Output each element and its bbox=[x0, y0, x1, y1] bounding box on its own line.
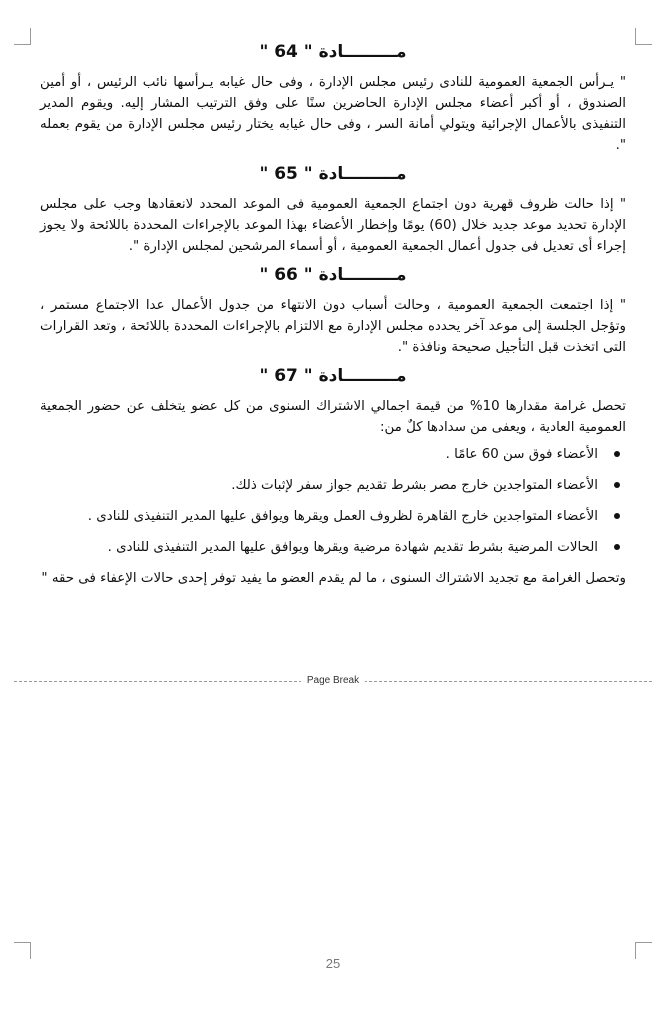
article-67-intro: تحصل غرامة مقدارها 10% من قيمة اجمالي الاشتراك السنوى من كل عضو يتخلف عن حضور الجمعية العمومية العادية ، ويعفى من سدادها كلٌ من: bbox=[40, 399, 626, 435]
bullet-icon bbox=[614, 451, 620, 457]
crop-mark-top-right bbox=[635, 28, 652, 45]
article-66-text: " إذا اجتمعت الجمعية العمومية ، وحالت أسباب دون الانتهاء من جدول الأعمال عدا الاجتماع مستمر ، وتؤجل الجلسة إلى موعد آخر يحدده مجلس الإدارة مع الالتزام بالإجراءات المحددة باللائحة ، وتعد القرارات التى اتخذت قبل التأجيل صحيحة ونافذة ". bbox=[40, 298, 626, 355]
list-item-text: الأعضاء فوق سن 60 عامًا . bbox=[445, 447, 598, 462]
article-65-heading: مـــــــــادة " 65 " bbox=[259, 164, 407, 184]
list-item-text: الأعضاء المتواجدين خارج القاهرة لظروف العمل ويقرها ويوافق عليها المدير التنفيذى للنادى . bbox=[87, 509, 598, 524]
page-break-label: Page Break bbox=[301, 675, 365, 686]
article-67-heading: مـــــــــادة " 67 " bbox=[259, 366, 407, 386]
crop-mark-top-left bbox=[14, 28, 31, 45]
list-item bbox=[40, 537, 598, 558]
page-number: 25 bbox=[325, 956, 341, 971]
bullet-icon bbox=[614, 482, 620, 488]
article-66-heading: مـــــــــادة " 66 " bbox=[259, 265, 407, 285]
article-67-closing: وتحصل الغرامة مع تجديد الاشتراك السنوى ، ما لم يقدم العضو ما يفيد توفر إحدى حالات الإعفاء فى حقه " bbox=[41, 571, 626, 586]
list-item bbox=[40, 506, 598, 527]
exemption-list bbox=[40, 444, 626, 558]
list-item-text: الأعضاء المتواجدين خارج مصر بشرط تقديم جواز سفر لإثبات ذلك. bbox=[231, 478, 598, 493]
bullet-icon bbox=[614, 513, 620, 519]
bullet-icon bbox=[614, 544, 620, 550]
document-body bbox=[40, 40, 626, 589]
article-64-heading: مـــــــــادة " 64 " bbox=[259, 42, 407, 62]
article-65-text: " إذا حالت ظروف قهرية دون اجتماع الجمعية العمومية فى الموعد المحدد لانعقادها وجب على مجلس الإدارة تحديد موعد جديد خلال (60) يومًا وإخطار الأعضاء بهذا الموعد بالإجراءات المحددة باللائحة ولا يجوز إجراء أى تعديل فى جدول أعمال الجمعية العمومية ، أو أسماء المرشحين لمجلس الإدارة ". bbox=[40, 197, 626, 254]
list-item-text: الحالات المرضية بشرط تقديم شهادة مرضية ويقرها ويوافق عليها المدير التنفيذى للنادى . bbox=[107, 540, 598, 555]
list-item bbox=[40, 475, 598, 496]
article-64-text: " يـرأس الجمعية العمومية للنادى رئيس مجلس الإدارة ، وفى حال غيابه يـرأسها نائب الرئيس ، أو أمين الصندوق ، أو أكبر أعضاء مجلس الإدارة الحاضرين سنًا على وفق الترتيب المشار إليه. ويقوم المدير التنفيذى بالأعمال الإجرائية ويتولي أمانة السر ، وفى حال غيابه يختار رئيس مجلس الإدارة من يقوم بعمله ". bbox=[40, 75, 626, 153]
page-break bbox=[14, 676, 652, 688]
list-item bbox=[40, 444, 598, 465]
